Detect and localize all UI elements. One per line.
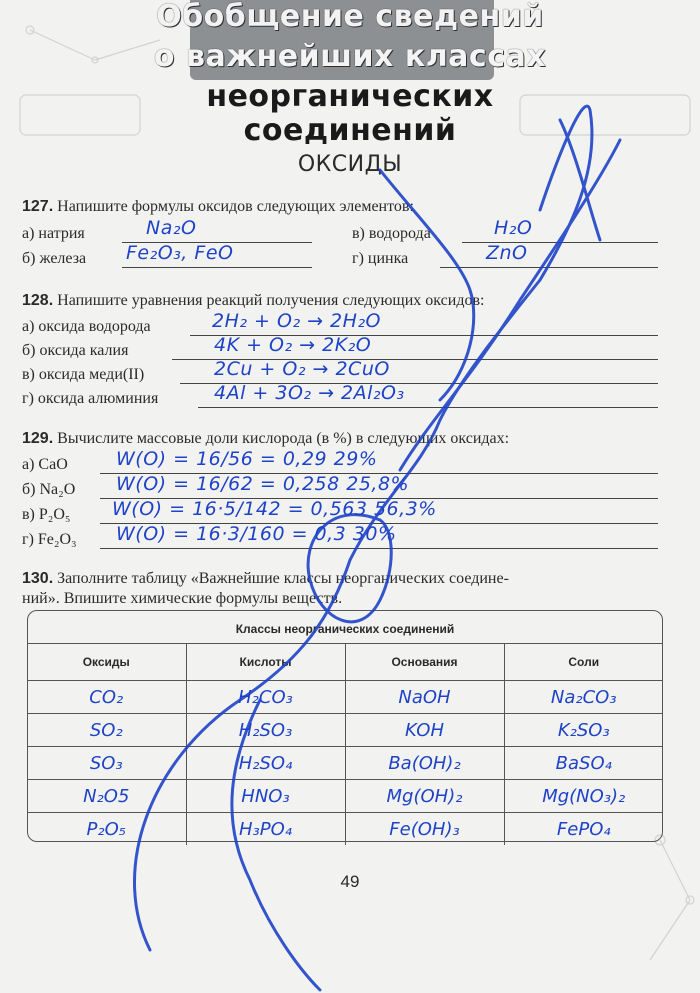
table-row xyxy=(27,780,663,813)
classes-table xyxy=(27,643,663,845)
table-cell: Mg(OH)₂ xyxy=(345,780,504,813)
task-129-label-c: в) P₂O₅ xyxy=(22,506,71,523)
task-129-answer-b: W(O) = 16/62 = 0,258 25,8% xyxy=(116,473,410,495)
table-cell: Fe(OH)₃ xyxy=(345,813,504,846)
task-128 xyxy=(22,292,484,310)
page-number: 49 xyxy=(340,872,360,891)
task-129-answer-c: W(O) = 16·5/142 = 0,563 56,3% xyxy=(112,498,437,520)
task-127-text: Напишите формулы оксидов следующих элементов: xyxy=(57,198,414,215)
task-128-label-c: в) оксида меди(II) xyxy=(22,366,145,383)
table-cell: H₂CO₃ xyxy=(186,681,345,714)
task-129-answer-d: W(O) = 16·3/160 = 0,3 30% xyxy=(116,523,397,545)
task-127-answer-a: Na₂O xyxy=(146,217,197,239)
table-cell: Na₂CO₃ xyxy=(504,681,663,714)
table-cell: N₂O5 xyxy=(27,780,186,813)
task-127-label-b: б) железа xyxy=(22,250,87,267)
task-128-label-a: а) оксида водорода xyxy=(22,318,151,335)
page-title-line-2: о важнейших классах xyxy=(153,39,547,74)
task-129-number: 129. xyxy=(22,430,54,447)
task-130 xyxy=(22,570,509,588)
task-127-label-a: а) натрия xyxy=(22,225,85,242)
table-cell: BaSO₄ xyxy=(504,747,663,780)
table-cell: P₂O₅ xyxy=(27,813,186,846)
table-cell: KOH xyxy=(345,714,504,747)
task-128-label-d: г) оксида алюминия xyxy=(22,390,159,407)
table-cell: Mg(NO₃)₂ xyxy=(504,780,663,813)
table-cell: CO₂ xyxy=(27,681,186,714)
table-row xyxy=(27,813,663,846)
header-acids: Кислоты xyxy=(186,644,345,681)
task-129 xyxy=(22,430,509,448)
task-128-text: Напишите уравнения реакций получения следующих оксидов: xyxy=(57,292,485,309)
table-caption: Классы неорганических соединений xyxy=(235,622,455,636)
table-cell: SO₃ xyxy=(27,747,186,780)
task-127-answer-b: Fe₂O₃, FeO xyxy=(126,242,234,264)
task-128-label-b: б) оксида калия xyxy=(22,342,129,359)
table-row xyxy=(27,681,663,714)
table-cell: Ba(OH)₂ xyxy=(345,747,504,780)
header-salts: Соли xyxy=(504,644,663,681)
task-129-label-d: г) Fe₂O₃ xyxy=(22,531,77,548)
task-128-answer-c: 2Cu + O₂ → 2CuO xyxy=(214,358,390,380)
task-129-label-b: б) Na₂O xyxy=(22,481,76,498)
page-title-line-3: неорганических соединений xyxy=(206,79,494,148)
task-130-text-line-1: Заполните таблицу «Важнейшие классы неорганических соедине- xyxy=(57,570,509,587)
task-128-answer-a: 2H₂ + O₂ → 2H₂O xyxy=(212,310,382,332)
task-127-label-c: в) водорода xyxy=(352,225,431,242)
task-127-answer-c: H₂O xyxy=(494,217,533,239)
header-oxides: Оксиды xyxy=(27,644,186,681)
section-title: ОКСИДЫ xyxy=(297,152,403,177)
table-row xyxy=(27,747,663,780)
header-bases: Основания xyxy=(345,644,504,681)
task-130-text-line-2: ний». Впишите химические формулы веществ. xyxy=(22,590,343,607)
page-title-line-1: Обобщение сведений xyxy=(156,0,544,34)
task-129-text: Вычислите массовые доли кислорода (в %) в следующих оксидах: xyxy=(57,430,510,447)
table-row xyxy=(27,714,663,747)
table-cell: H₃PO₄ xyxy=(186,813,345,846)
task-127-number: 127. xyxy=(22,198,54,215)
table-cell: FePO₄ xyxy=(504,813,663,846)
task-127-label-d: г) цинка xyxy=(352,250,409,267)
table-cell: H₂SO₄ xyxy=(186,747,345,780)
table-cell: K₂SO₃ xyxy=(504,714,663,747)
task-127-answer-d: ZnO xyxy=(486,242,528,264)
table-cell: H₂SO₃ xyxy=(186,714,345,747)
table-cell: HNO₃ xyxy=(186,780,345,813)
task-128-answer-b: 4K + O₂ → 2K₂O xyxy=(214,334,372,356)
table-cell: NaOH xyxy=(345,681,504,714)
task-130-number: 130. xyxy=(22,570,54,587)
task-128-answer-d: 4Al + 3O₂ → 2Al₂O₃ xyxy=(214,382,405,404)
task-127 xyxy=(22,198,414,216)
task-129-answer-a: W(O) = 16/56 = 0,29 29% xyxy=(116,448,378,470)
table-cell: SO₂ xyxy=(27,714,186,747)
task-128-number: 128. xyxy=(22,292,54,309)
task-129-label-a: а) CaO xyxy=(22,456,68,473)
